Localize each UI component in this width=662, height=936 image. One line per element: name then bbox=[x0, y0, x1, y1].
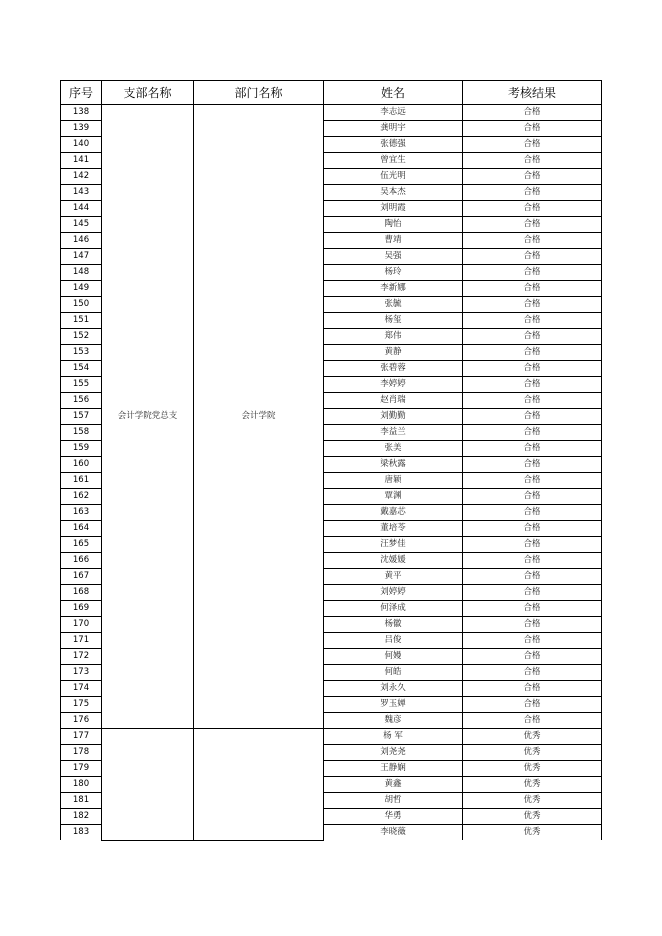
person-name: 张德强 bbox=[324, 137, 463, 153]
person-name: 刘明霞 bbox=[324, 201, 463, 217]
row-index: 151 bbox=[61, 313, 102, 329]
person-name: 罗玉婵 bbox=[324, 697, 463, 713]
assessment-result: 合格 bbox=[463, 281, 602, 297]
row-index: 179 bbox=[61, 761, 102, 777]
assessment-result: 合格 bbox=[463, 489, 602, 505]
person-name: 李益兰 bbox=[324, 425, 463, 441]
person-name: 张毓 bbox=[324, 297, 463, 313]
person-name: 梁秋露 bbox=[324, 457, 463, 473]
row-index: 155 bbox=[61, 377, 102, 393]
person-name: 何皓 bbox=[324, 665, 463, 681]
row-index: 139 bbox=[61, 121, 102, 137]
assessment-result: 优秀 bbox=[463, 729, 602, 745]
header-row bbox=[61, 81, 602, 105]
person-name: 覃渊 bbox=[324, 489, 463, 505]
assessment-result: 合格 bbox=[463, 169, 602, 185]
assessment-result: 合格 bbox=[463, 233, 602, 249]
assessment-result: 合格 bbox=[463, 249, 602, 265]
person-name: 曹靖 bbox=[324, 233, 463, 249]
row-index: 171 bbox=[61, 633, 102, 649]
person-name: 杨玲 bbox=[324, 265, 463, 281]
person-name: 李新娜 bbox=[324, 281, 463, 297]
assessment-result: 合格 bbox=[463, 345, 602, 361]
person-name: 沈媛媛 bbox=[324, 553, 463, 569]
assessment-result: 合格 bbox=[463, 425, 602, 441]
person-name: 董培苓 bbox=[324, 521, 463, 537]
person-name: 杨玺 bbox=[324, 313, 463, 329]
row-index: 174 bbox=[61, 681, 102, 697]
row-index: 182 bbox=[61, 809, 102, 825]
assessment-result: 合格 bbox=[463, 473, 602, 489]
row-index: 145 bbox=[61, 217, 102, 233]
table-row bbox=[61, 105, 602, 121]
row-index: 157 bbox=[61, 409, 102, 425]
person-name: 王静娴 bbox=[324, 761, 463, 777]
person-name: 汪梦佳 bbox=[324, 537, 463, 553]
person-name: 吕俊 bbox=[324, 633, 463, 649]
row-index: 168 bbox=[61, 585, 102, 601]
person-name: 刘勤勤 bbox=[324, 409, 463, 425]
row-index: 140 bbox=[61, 137, 102, 153]
person-name: 戴嘉芯 bbox=[324, 505, 463, 521]
dept-name-cell bbox=[194, 729, 324, 841]
row-index: 153 bbox=[61, 345, 102, 361]
assessment-result: 合格 bbox=[463, 521, 602, 537]
row-index: 183 bbox=[61, 825, 102, 841]
row-index: 167 bbox=[61, 569, 102, 585]
assessment-result: 优秀 bbox=[463, 745, 602, 761]
row-index: 181 bbox=[61, 793, 102, 809]
person-name: 刘尧尧 bbox=[324, 745, 463, 761]
row-index: 166 bbox=[61, 553, 102, 569]
person-name: 李志远 bbox=[324, 105, 463, 121]
header-branch: 支部名称 bbox=[102, 81, 194, 105]
person-name: 曾宜生 bbox=[324, 153, 463, 169]
person-name: 龚明宇 bbox=[324, 121, 463, 137]
assessment-result: 合格 bbox=[463, 713, 602, 729]
row-index: 169 bbox=[61, 601, 102, 617]
branch-name-cell bbox=[102, 729, 194, 841]
assessment-result: 合格 bbox=[463, 105, 602, 121]
assessment-result: 合格 bbox=[463, 137, 602, 153]
person-name: 张碧蓉 bbox=[324, 361, 463, 377]
assessment-table bbox=[60, 80, 602, 841]
person-name: 胡哲 bbox=[324, 793, 463, 809]
header-result: 考核结果 bbox=[463, 81, 602, 105]
assessment-result: 合格 bbox=[463, 649, 602, 665]
assessment-result: 合格 bbox=[463, 537, 602, 553]
person-name: 伍光明 bbox=[324, 169, 463, 185]
assessment-result: 合格 bbox=[463, 377, 602, 393]
person-name: 吴本杰 bbox=[324, 185, 463, 201]
branch-name-cell: 会计学院党总支 bbox=[102, 105, 194, 729]
row-index: 138 bbox=[61, 105, 102, 121]
row-index: 143 bbox=[61, 185, 102, 201]
assessment-result: 合格 bbox=[463, 681, 602, 697]
person-name: 刘婷婷 bbox=[324, 585, 463, 601]
row-index: 161 bbox=[61, 473, 102, 489]
row-index: 175 bbox=[61, 697, 102, 713]
assessment-result: 优秀 bbox=[463, 777, 602, 793]
person-name: 赵肖瑞 bbox=[324, 393, 463, 409]
person-name: 李婷婷 bbox=[324, 377, 463, 393]
assessment-result: 合格 bbox=[463, 361, 602, 377]
assessment-result: 合格 bbox=[463, 313, 602, 329]
assessment-result: 合格 bbox=[463, 297, 602, 313]
row-index: 173 bbox=[61, 665, 102, 681]
assessment-result: 合格 bbox=[463, 265, 602, 281]
row-index: 149 bbox=[61, 281, 102, 297]
assessment-result: 合格 bbox=[463, 569, 602, 585]
assessment-result: 合格 bbox=[463, 601, 602, 617]
assessment-result: 合格 bbox=[463, 505, 602, 521]
row-index: 146 bbox=[61, 233, 102, 249]
assessment-result: 合格 bbox=[463, 329, 602, 345]
row-index: 148 bbox=[61, 265, 102, 281]
assessment-result: 合格 bbox=[463, 665, 602, 681]
row-index: 160 bbox=[61, 457, 102, 473]
assessment-result: 合格 bbox=[463, 441, 602, 457]
person-name: 华勇 bbox=[324, 809, 463, 825]
assessment-result: 合格 bbox=[463, 617, 602, 633]
row-index: 150 bbox=[61, 297, 102, 313]
row-index: 152 bbox=[61, 329, 102, 345]
row-index: 158 bbox=[61, 425, 102, 441]
assessment-result: 合格 bbox=[463, 121, 602, 137]
row-index: 165 bbox=[61, 537, 102, 553]
row-index: 172 bbox=[61, 649, 102, 665]
table-row bbox=[61, 729, 602, 745]
table-body bbox=[61, 105, 602, 841]
assessment-result: 合格 bbox=[463, 217, 602, 233]
person-name: 张美 bbox=[324, 441, 463, 457]
row-index: 142 bbox=[61, 169, 102, 185]
row-index: 170 bbox=[61, 617, 102, 633]
assessment-result: 合格 bbox=[463, 697, 602, 713]
person-name: 郑伟 bbox=[324, 329, 463, 345]
header-name: 姓名 bbox=[324, 81, 463, 105]
row-index: 176 bbox=[61, 713, 102, 729]
row-index: 144 bbox=[61, 201, 102, 217]
row-index: 164 bbox=[61, 521, 102, 537]
assessment-result: 合格 bbox=[463, 633, 602, 649]
header-index: 序号 bbox=[61, 81, 102, 105]
person-name: 何泽成 bbox=[324, 601, 463, 617]
row-index: 180 bbox=[61, 777, 102, 793]
person-name: 黄静 bbox=[324, 345, 463, 361]
person-name: 魏彦 bbox=[324, 713, 463, 729]
row-index: 159 bbox=[61, 441, 102, 457]
assessment-sheet bbox=[60, 80, 601, 841]
row-index: 156 bbox=[61, 393, 102, 409]
person-name: 杨 军 bbox=[324, 729, 463, 745]
person-name: 杨徽 bbox=[324, 617, 463, 633]
assessment-result: 合格 bbox=[463, 393, 602, 409]
person-name: 刘永久 bbox=[324, 681, 463, 697]
person-name: 黄平 bbox=[324, 569, 463, 585]
assessment-result: 合格 bbox=[463, 553, 602, 569]
assessment-result: 合格 bbox=[463, 185, 602, 201]
assessment-result: 合格 bbox=[463, 409, 602, 425]
assessment-result: 合格 bbox=[463, 585, 602, 601]
row-index: 154 bbox=[61, 361, 102, 377]
dept-name-cell: 会计学院 bbox=[194, 105, 324, 729]
row-index: 147 bbox=[61, 249, 102, 265]
header-dept: 部门名称 bbox=[194, 81, 324, 105]
person-name: 吴强 bbox=[324, 249, 463, 265]
assessment-result: 合格 bbox=[463, 153, 602, 169]
assessment-result: 优秀 bbox=[463, 825, 602, 841]
person-name: 何嫚 bbox=[324, 649, 463, 665]
row-index: 141 bbox=[61, 153, 102, 169]
row-index: 162 bbox=[61, 489, 102, 505]
assessment-result: 优秀 bbox=[463, 793, 602, 809]
assessment-result: 合格 bbox=[463, 201, 602, 217]
person-name: 李晓薇 bbox=[324, 825, 463, 841]
row-index: 163 bbox=[61, 505, 102, 521]
person-name: 陶怡 bbox=[324, 217, 463, 233]
row-index: 177 bbox=[61, 729, 102, 745]
row-index: 178 bbox=[61, 745, 102, 761]
person-name: 黄鑫 bbox=[324, 777, 463, 793]
assessment-result: 优秀 bbox=[463, 809, 602, 825]
assessment-result: 合格 bbox=[463, 457, 602, 473]
assessment-result: 优秀 bbox=[463, 761, 602, 777]
person-name: 唐颖 bbox=[324, 473, 463, 489]
